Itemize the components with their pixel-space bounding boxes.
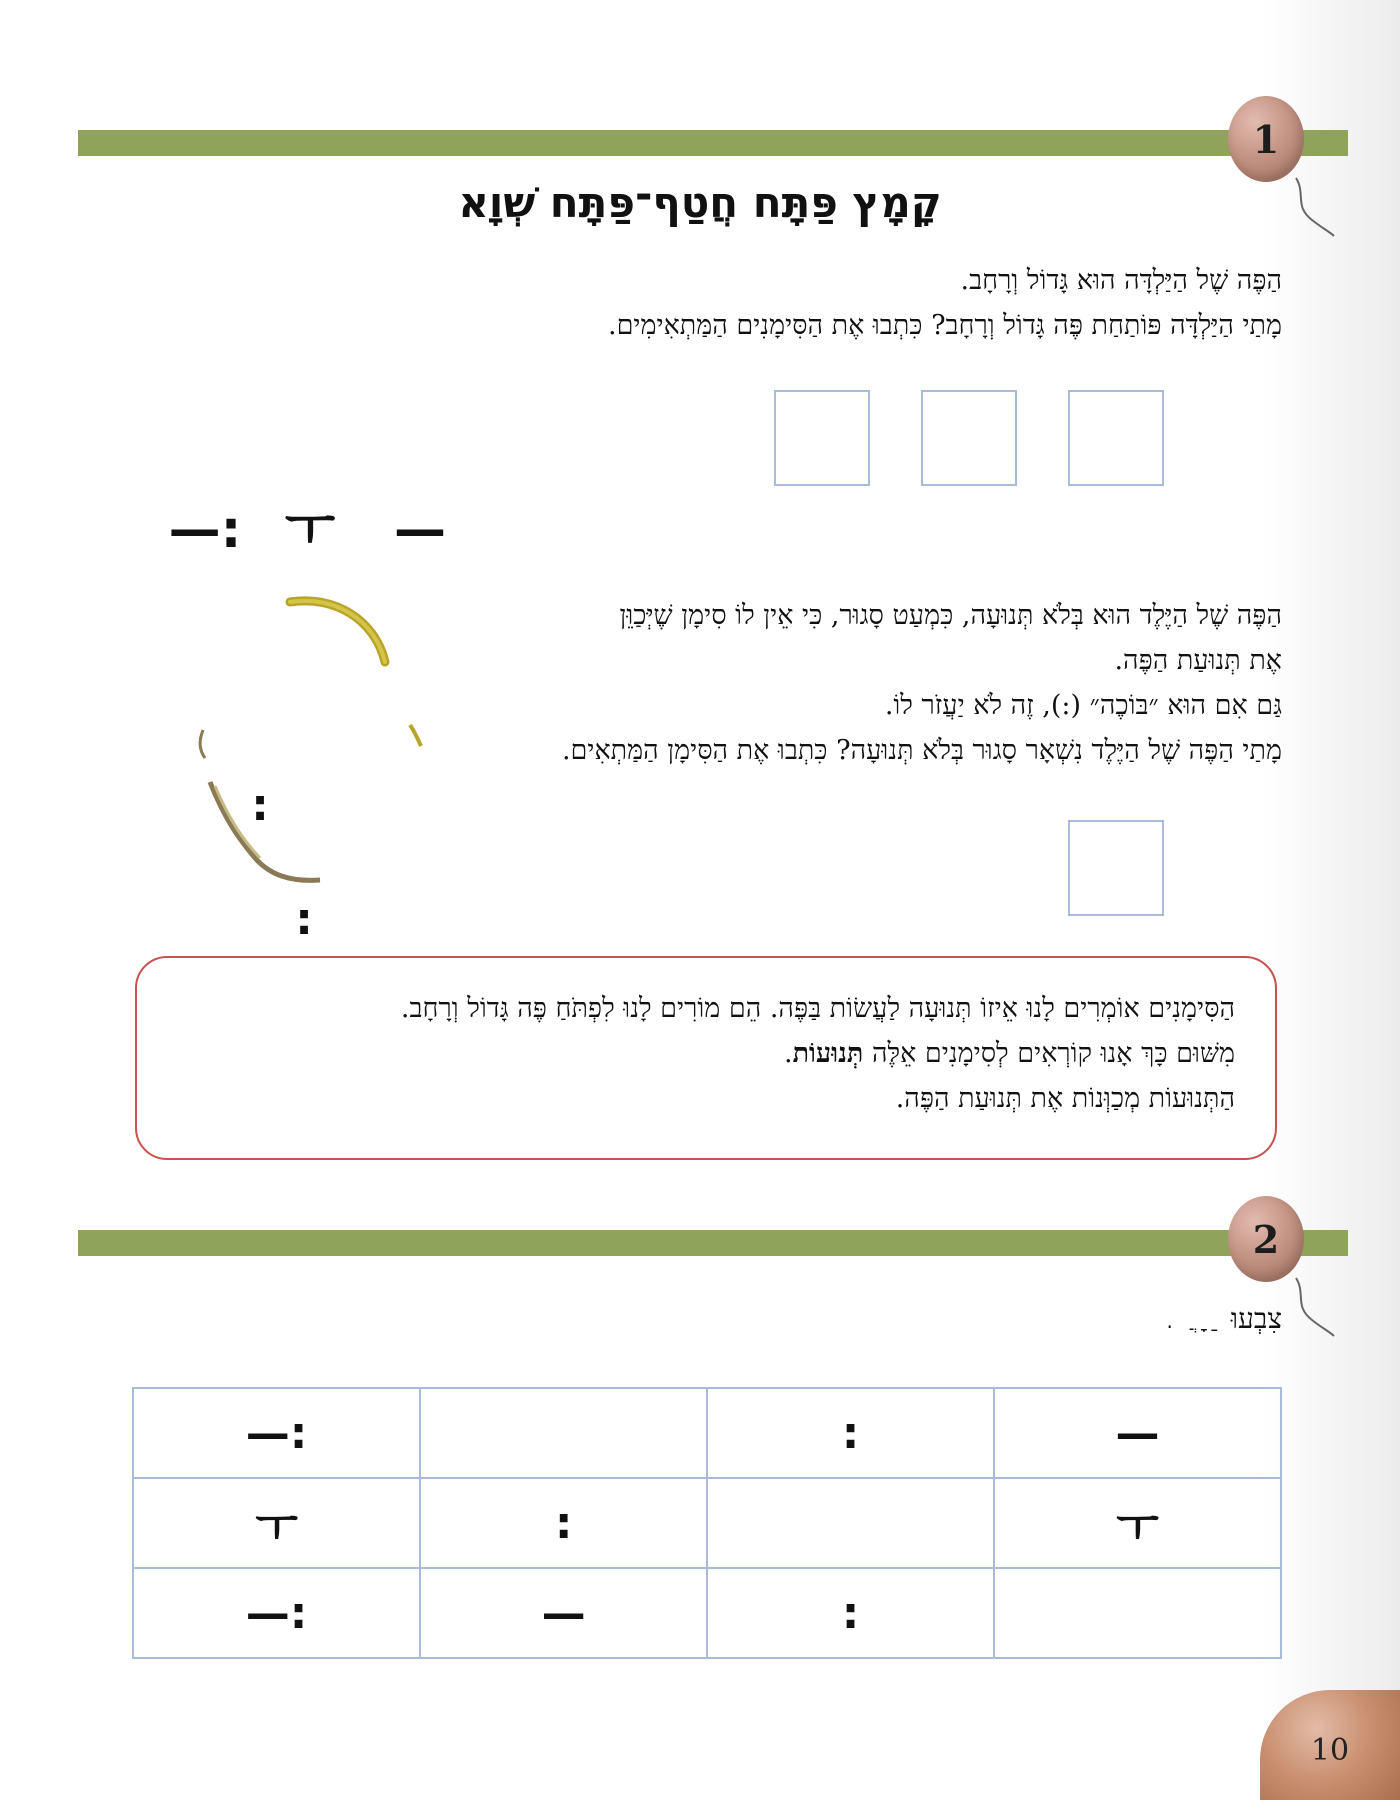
balloon-1-icon xyxy=(1228,96,1304,182)
paragraph-line-6: מָתַי הַפֶּה שֶׁל הַיֶּלֶד נִשְׁאָר סָגוּר בְּלֹא תְּנוּעָה? כִּתְבוּ אֶת הַסִּימָן הַמַּתְאִים. xyxy=(561,735,1282,766)
balloon-string-icon xyxy=(1290,1276,1340,1340)
grid-cell[interactable]: : xyxy=(707,1388,994,1478)
vowel-grid xyxy=(132,1387,1282,1659)
paragraph-line-5: גַּם אִם הוּא ״בּוֹכֶה״ (:), זֶה לֹא יַעֲזֹר לוֹ. xyxy=(884,690,1282,721)
page-number-text: 10 xyxy=(1310,1732,1350,1768)
grid-cell[interactable]: : xyxy=(420,1478,707,1568)
info-line-1: הַסִּימָנִים אוֹמְרִים לָנוּ אֵיזוֹ תְּנוּעָה לַעֲשׂוֹת בַּפֶּה. הֵם מוֹרִים לָנוּ לִפְתֹּחַ פֶּה גָּדוֹל וְרָחָב. xyxy=(400,993,1235,1024)
section-number: 1 xyxy=(1252,116,1280,162)
grid-cell[interactable] xyxy=(994,1568,1281,1658)
paragraph-line-4: אֶת תְּנוּעַת הַפֶּה. xyxy=(1114,645,1282,676)
sign-kamatz: ㅜ xyxy=(284,500,336,560)
answer-box-4[interactable] xyxy=(1068,820,1164,916)
sign-patah: — xyxy=(394,500,446,560)
answer-box-3[interactable] xyxy=(774,390,870,486)
instruction-line-2: מָתַי הַיַּלְדָּה פּוֹתַחַת פֶּה גָּדוֹל וְרָחָב? כִּתְבוּ אֶת הַסִּימָנִים הַמַּתְאִימִים. xyxy=(608,310,1282,341)
colon-sign-1: : xyxy=(251,780,269,831)
section-1-band xyxy=(78,130,1348,156)
paragraph-line-3: הַפֶּה שֶׁל הַיֶּלֶד הוּא בְּלֹא תְּנוּעָה, כִּמְעַט סָגוּר, כִּי אֵין לוֹ סִימָן שֶׁיְּכַוֵּן xyxy=(619,600,1282,631)
info-line-2 xyxy=(177,1031,1235,1076)
page-title: קָמָץ פַּתָּח חֲטַף־פַּתָּח שְׁוָא xyxy=(458,178,942,227)
balloon-2-icon xyxy=(1228,1196,1304,1282)
section-2-band xyxy=(78,1230,1348,1256)
color-instruction xyxy=(1166,1302,1282,1336)
grid-row xyxy=(133,1388,1281,1478)
grid-cell[interactable]: —: xyxy=(133,1568,420,1658)
info-line-2-bold: תְּנוּעוֹת xyxy=(792,1038,864,1069)
answer-box-1[interactable] xyxy=(1068,390,1164,486)
grid-cell[interactable]: — xyxy=(420,1568,707,1658)
grid-cell[interactable] xyxy=(420,1388,707,1478)
grid-row xyxy=(133,1568,1281,1658)
section-number: 2 xyxy=(1252,1216,1280,1262)
grid-cell[interactable]: —: xyxy=(133,1388,420,1478)
instruction-signs: ַ ָ ֲ . xyxy=(1166,1309,1212,1333)
instruction-word: צִבְעוּ xyxy=(1230,1302,1282,1335)
info-line-2-start: מִשּׁוּם כָּךְ אָנוּ קוֹרְאִים לְסִימָנִים אֵלֶּה xyxy=(863,1038,1235,1069)
info-text xyxy=(137,958,1275,1121)
grid-cell[interactable]: : xyxy=(707,1568,994,1658)
page-number xyxy=(1260,1690,1400,1800)
child-face-drawing xyxy=(185,590,425,910)
instruction-line-1: הַפֶּה שֶׁל הַיַּלְדָּה הוּא גָּדוֹל וְרָחָב. xyxy=(960,265,1282,296)
info-line-3: הַתְּנוּעוֹת מְכַוְּנוֹת אֶת תְּנוּעַת הַפֶּה. xyxy=(895,1083,1235,1114)
info-box xyxy=(135,956,1277,1160)
grid-cell[interactable]: ㅜ xyxy=(133,1478,420,1568)
grid-cell[interactable]: — xyxy=(994,1388,1281,1478)
grid-row xyxy=(133,1478,1281,1568)
grid-cell[interactable]: ㅜ xyxy=(994,1478,1281,1568)
balloon-string-icon xyxy=(1290,176,1340,240)
info-line-2-end: . xyxy=(783,1038,793,1069)
grid-cell[interactable] xyxy=(707,1478,994,1568)
answer-box-2[interactable] xyxy=(921,390,1017,486)
colon-sign-2: : xyxy=(295,894,313,945)
sign-hataf-patah: —: xyxy=(168,500,242,560)
